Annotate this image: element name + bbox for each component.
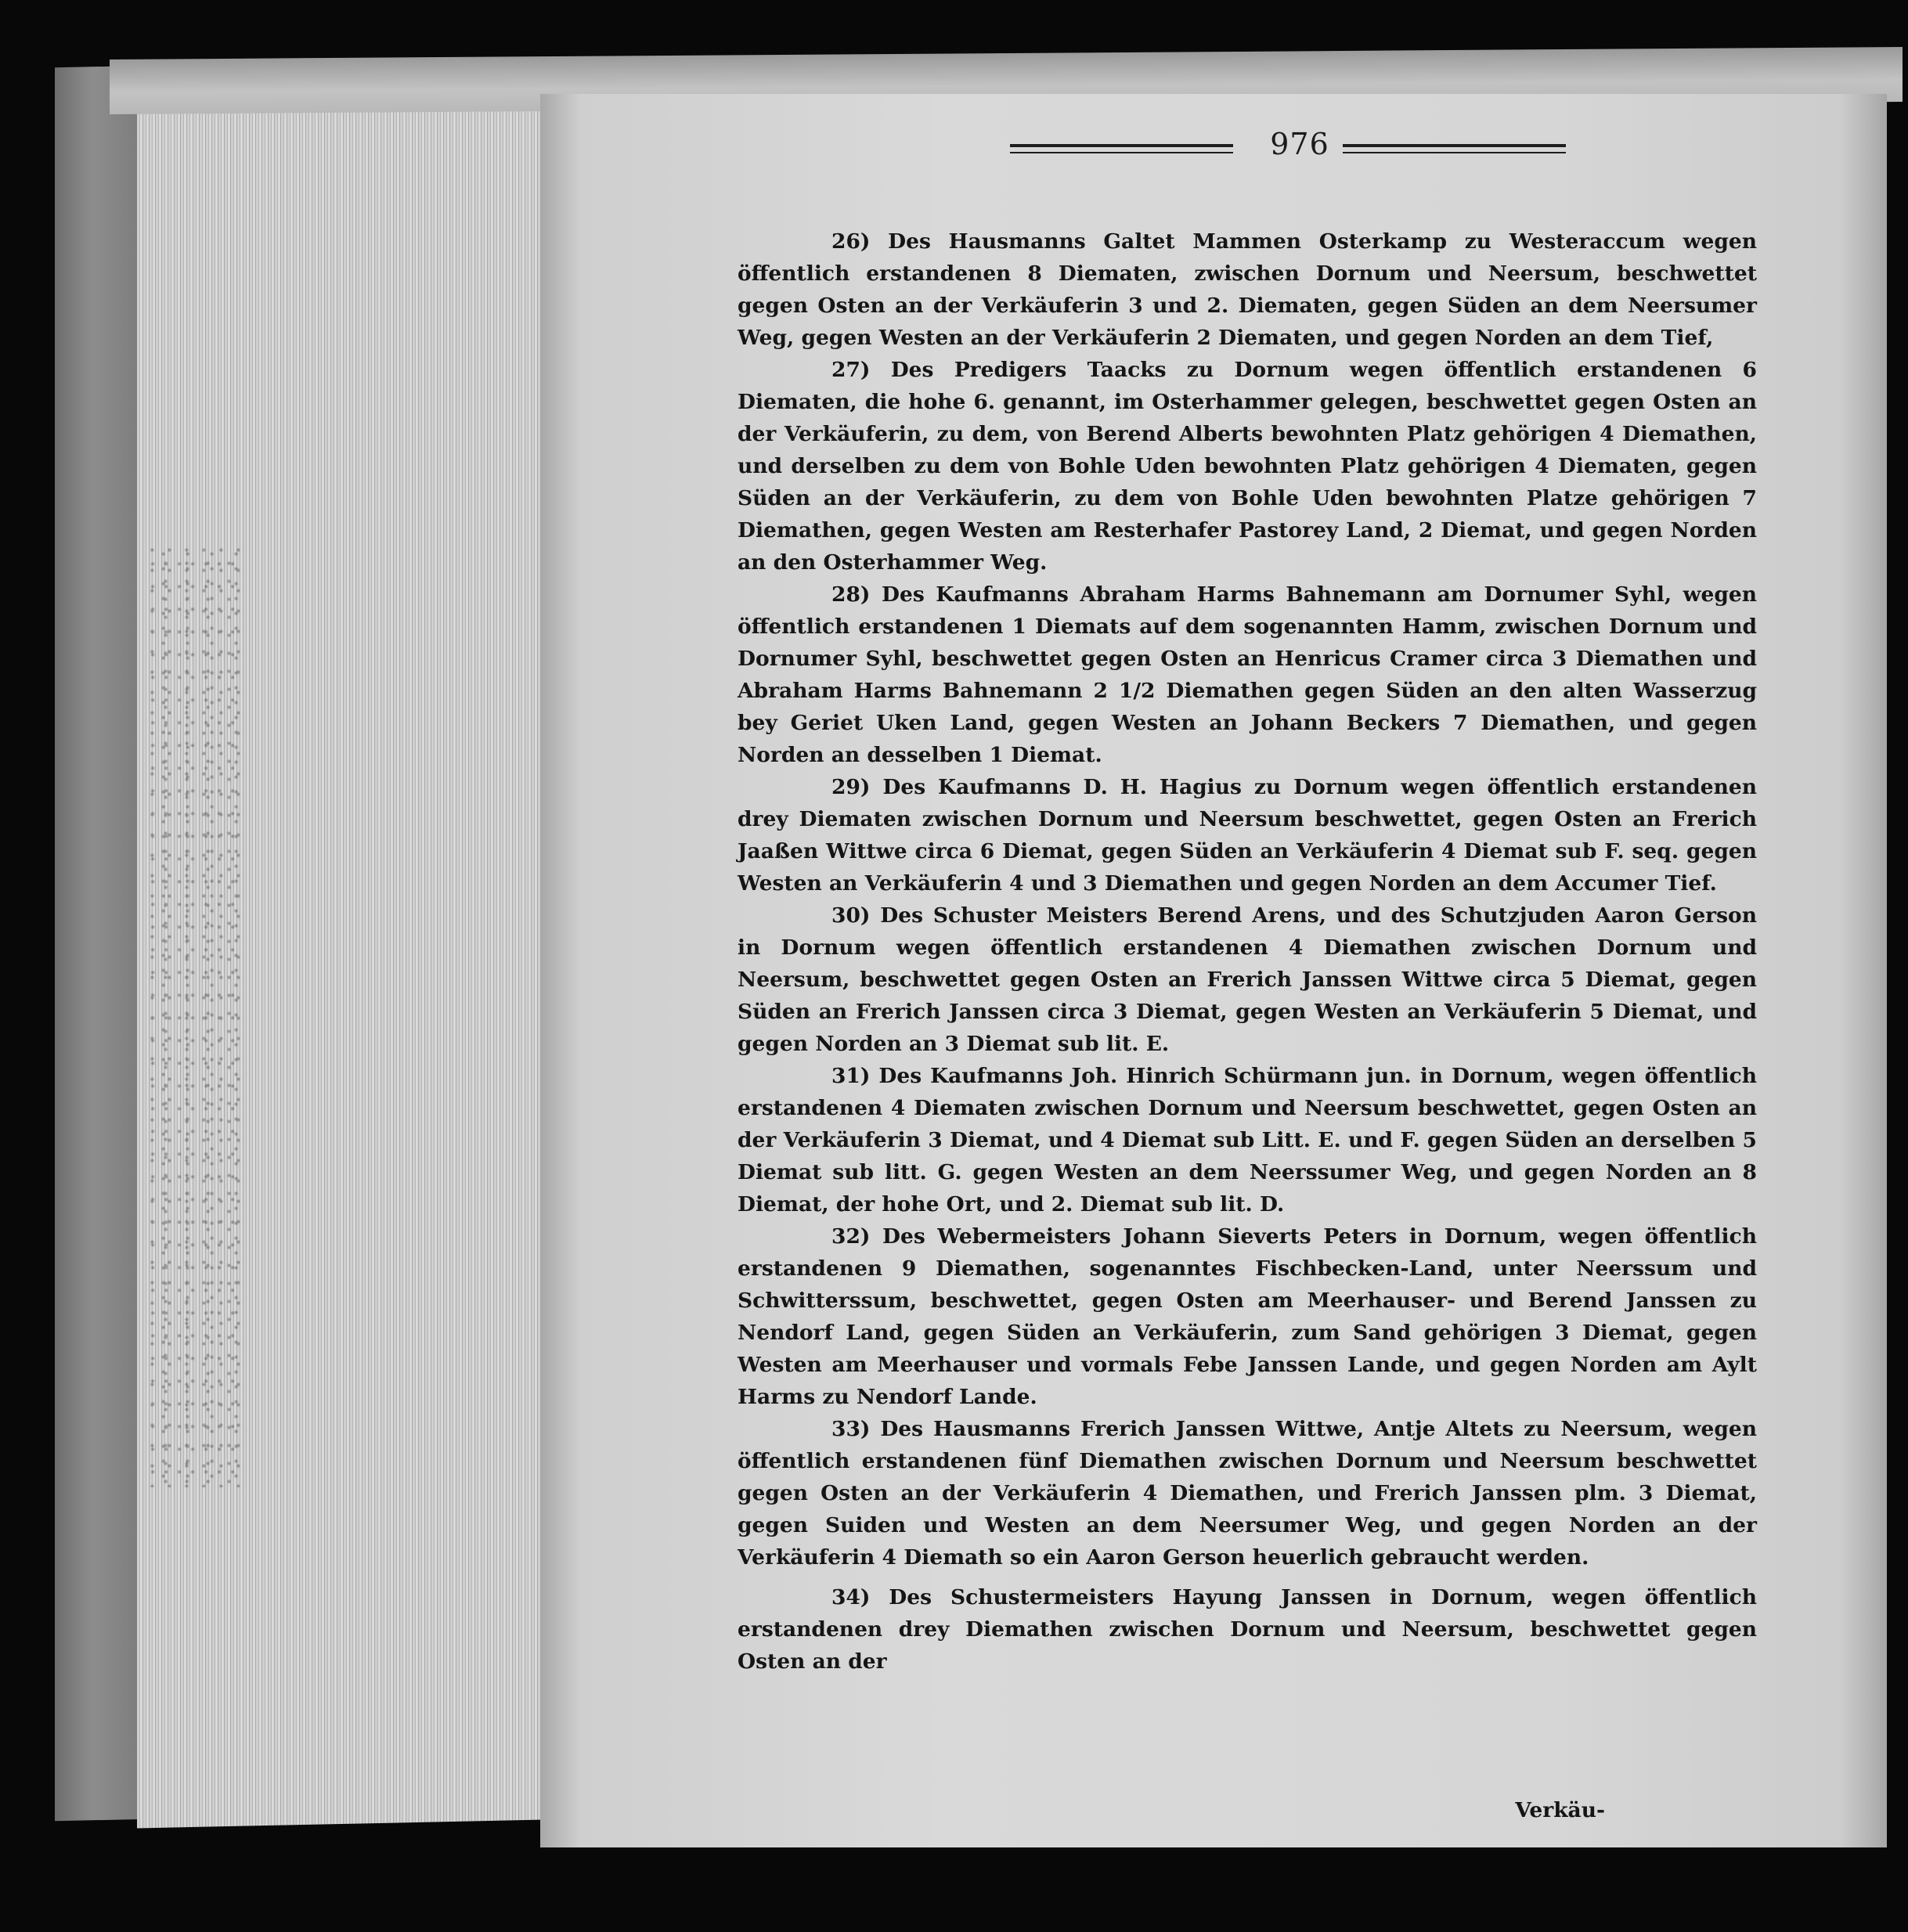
page-gutter-shadow (1840, 94, 1887, 1847)
printed-page (540, 94, 1887, 1847)
body-text (738, 225, 1757, 1678)
header-rule-line (1010, 144, 1233, 147)
entry-26: 26) Des Hausmanns Galtet Mammen Osterkamp zu Westeraccum wegen öffentlich erstandenen 8 Diematen, zwischen Dornum und Neersum, beschwettet gegen Osten an der Verkäuferin 3 und 2. Diematen, gegen Süden an dem Neersumer Weg, gegen Westen an der Verkäuferin 2 Diematen, und gegen Norden an dem Tief, (738, 229, 1757, 350)
page-number: 976 (1270, 127, 1329, 161)
entry-28: 28) Des Kaufmanns Abraham Harms Bahnemann am Dornumer Syhl, wegen öffentlich erstandenen 1 Diemats auf dem sogenannten Hamm, zwischen Dornum und Dornumer Syhl, beschwettet gegen Osten an Henricus Cramer circa 3 Diemathen und Abraham Harms Bahnemann 2 1/2 Diemathen gegen Süden an den alten Wasserzug bey Geriet Uken Land, gegen Westen an Johann Beckers 7 Diemathen, und gegen Norden an desselben 1 Diemat. (738, 582, 1757, 767)
book-cover-edge (55, 66, 149, 1822)
header-rule-line (1343, 152, 1566, 153)
entry-32: 32) Des Webermeisters Johann Sieverts Peters in Dornum, wegen öffentlich erstandenen 9 Diemathen, sogenanntes Fischbecken-Land, unter Neerssum und Schwitterssum, beschwettet, gegen Osten am Meerhauser- und Berend Janssen zu Nendorf Land, gegen Süden an Verkäuferin, zum Sand gehörigen 3 Diemat, gegen Westen am Meerhauser und vormals Febe Janssen Lande, und gegen Norden am Aylt Harms zu Nendorf Lande. (738, 1224, 1757, 1409)
header-rule-line (1010, 152, 1233, 153)
entry-27: 27) Des Predigers Taacks zu Dornum wegen öffentlich erstandenen 6 Diematen, die hohe 6. genannt, im Osterhammer gelegen, beschwettet gegen Osten an der Verkäuferin, zu dem, von Berend Alberts bewohnten Platz gehörigen 4 Diemathen, und derselben zu dem von Bohle Uden bewohnten Platz gehörigen 4 Diematen, gegen Süden an der Verkäuferin, zu dem von Bohle Uden bewohnten Platze gehörigen 7 Diemathen, gegen Westen am Resterhafer Pastorey Land, 2 Diemat, und gegen Norden an den Osterhammer Weg. (738, 358, 1757, 575)
entry-34: 34) Des Schustermeisters Hayung Janssen in Dornum, wegen öffentlich erstandenen drey Diemathen zwischen Dornum und Neersum, beschwettet gegen Osten an der (738, 1585, 1757, 1674)
entry-33: 33) Des Hausmanns Frerich Janssen Wittwe, Antje Altets zu Neersum, wegen öffentlich erstandenen fünf Diemathen zwischen Dornum und Neersum beschwettet gegen Osten an der Verkäuferin 4 Diemathen, und Frerich Janssen plm. 3 Diemat, gegen Suiden und Westen an dem Neersumer Weg, und gegen Norden an der Verkäuferin 4 Diemath so ein Aaron Gerson heuerlich gebraucht werden. (738, 1417, 1757, 1570)
header-rule-line (1343, 144, 1566, 147)
entry-30: 30) Des Schuster Meisters Berend Arens, und des Schutzjuden Aaron Gerson in Dornum wegen öffentlich erstandenen 4 Diemathen zwischen Dornum und Neersum, beschwettet gegen Osten an Frerich Janssen Wittwe circa 5 Diemat, gegen Süden an Frerich Janssen circa 3 Diemat, gegen Westen an Verkäuferin 5 Diemat, und gegen Norden an 3 Diemat sub lit. E. (738, 903, 1757, 1056)
page-edge-speckle (149, 548, 243, 1487)
header-rule-left (1010, 144, 1233, 158)
entry-31: 31) Des Kaufmanns Joh. Hinrich Schürmann jun. in Dornum, wegen öffentlich erstandenen 4 Diematen zwischen Dornum und Neersum beschwettet, gegen Osten an der Verkäuferin 3 Diemat, und 4 Diemat sub Litt. E. und F. gegen Süden an derselben 5 Diemat sub litt. G. gegen Westen an dem Neerssumer Weg, und gegen Norden an 8 Diemat, der hohe Ort, und 2. Diemat sub lit. D. (738, 1064, 1757, 1217)
entry-29: 29) Des Kaufmanns D. H. Hagius zu Dornum wegen öffentlich erstandenen drey Diematen zwischen Dornum und Neersum beschwettet, gegen Osten an Frerich Jaaßen Wittwe circa 6 Diemat, gegen Süden an Verkäuferin 4 Diemat sub F. seq. gegen Westen an Verkäuferin 4 und 3 Diemathen und gegen Norden an dem Accumer Tief. (738, 775, 1757, 896)
running-head (1010, 127, 1908, 174)
catchword: Verkäu- (1515, 1798, 1605, 1822)
header-rule-right (1343, 144, 1566, 158)
